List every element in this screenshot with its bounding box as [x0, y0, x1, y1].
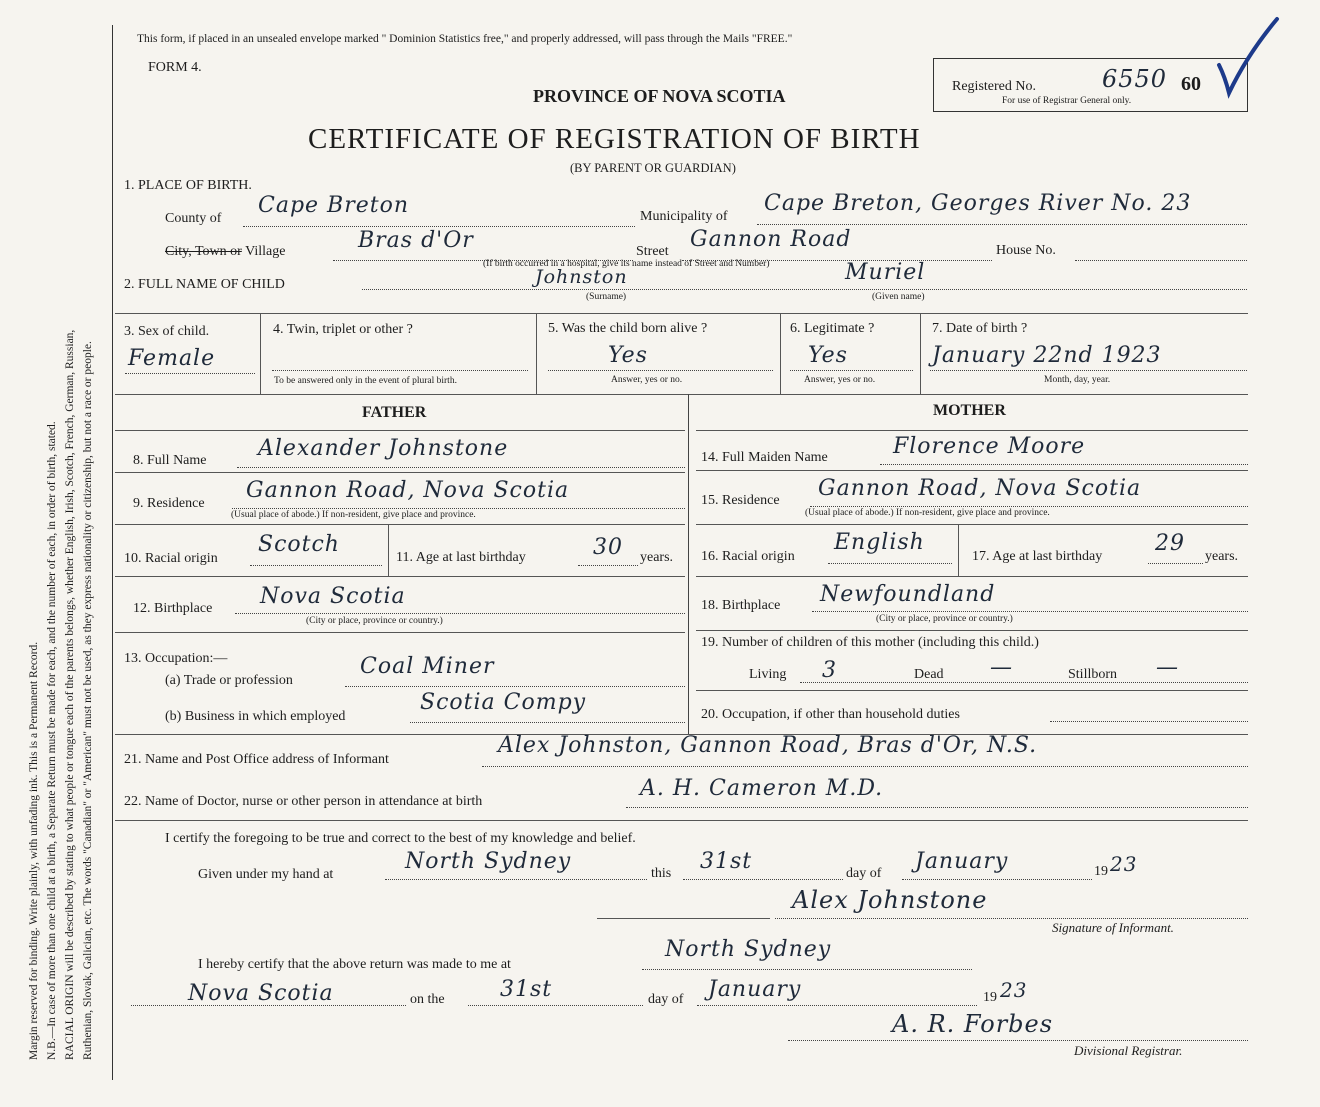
mother-birthplace-note: (City or place, province or country.)	[876, 614, 1013, 624]
father-residence-label: 9. Residence	[133, 496, 205, 511]
trade-value: Coal Miner	[360, 654, 495, 679]
reg-note: For use of Registrar General only.	[1002, 96, 1132, 106]
page-subtitle: (BY PARENT OR GUARDIAN)	[570, 161, 736, 175]
father-heading: FATHER	[362, 404, 427, 421]
dob-note: Month, day, year.	[1044, 375, 1111, 385]
this-label: this	[651, 866, 672, 881]
father-years: years.	[640, 550, 674, 565]
registrar-place2: Nova Scotia	[188, 981, 334, 1006]
informant-signature: Alex Johnstone	[792, 886, 988, 914]
mother-name-label: 14. Full Maiden Name	[701, 450, 828, 465]
checkmark-icon	[1215, 15, 1285, 100]
mother-residence-label: 15. Residence	[701, 493, 780, 508]
registrar-year: 23	[1000, 978, 1028, 1002]
reg-label: Registered No.	[952, 79, 1036, 94]
city-town-label	[165, 244, 285, 260]
father-age-value: 30	[593, 535, 623, 560]
mother-birthplace-label: 18. Birthplace	[701, 598, 781, 613]
father-residence-value: Gannon Road, Nova Scotia	[246, 478, 570, 503]
living-value: 3	[822, 658, 837, 683]
legit-label: 6. Legitimate ?	[790, 321, 875, 336]
mother-racial-label: 16. Racial origin	[701, 549, 795, 564]
dob-value: January 22nd 1923	[932, 343, 1162, 368]
certify-month: January	[915, 849, 1009, 874]
certify-text: I certify the foregoing to be true and correct to the best of my knowledge and belief.	[165, 831, 636, 846]
child-name-label: 2. FULL NAME OF CHILD	[124, 277, 285, 292]
margin-line-3: RACIAL ORIGIN will be described by stating to what people or tongue each of the parents belongs, whether English, Irish, Scotch, French, German, Russian,	[64, 329, 76, 1060]
registrar-month: January	[708, 977, 802, 1002]
registration-box	[933, 58, 1248, 112]
alive-label: 5. Was the child born alive ?	[548, 321, 708, 336]
father-name-value: Alexander Johnstone	[258, 436, 509, 461]
given-place: North Sydney	[405, 849, 572, 874]
municipality-value: Cape Breton, Georges River No. 23	[764, 191, 1192, 216]
day-of-label: day of	[846, 866, 882, 881]
dob-label: 7. Date of birth ?	[932, 321, 1028, 336]
legit-note: Answer, yes or no.	[804, 375, 876, 385]
alive-note: Answer, yes or no.	[611, 375, 683, 385]
reg-suffix: 60	[1181, 73, 1201, 95]
given-note: (Given name)	[872, 292, 925, 302]
mother-birthplace-value: Newfoundland	[820, 582, 996, 607]
registrar-signature: A. R. Forbes	[892, 1010, 1054, 1038]
doctor-label: 22. Name of Doctor, nurse or other person in attendance at birth	[124, 794, 483, 809]
village-value: Bras d'Or	[358, 228, 474, 253]
form-number: FORM 4.	[148, 60, 202, 75]
registrar-text: I hereby certify that the above return was made to me at	[198, 957, 511, 972]
child-given-name: Muriel	[845, 260, 926, 285]
business-value: Scotia Compy	[420, 690, 587, 715]
dead-label: Dead	[914, 667, 944, 682]
municipality-label: Municipality of	[640, 209, 728, 224]
mother-heading: MOTHER	[933, 402, 1006, 419]
trade-label: (a) Trade or profession	[165, 673, 293, 688]
alive-value: Yes	[608, 343, 648, 368]
mother-age-label: 17. Age at last birthday	[972, 549, 1103, 564]
street-value: Gannon Road	[690, 227, 852, 252]
father-residence-note: (Usual place of abode.) If non-resident, give place and province.	[231, 510, 476, 520]
signature-label: Signature of Informant.	[1052, 920, 1174, 935]
informant-label: 21. Name and Post Office address of Informant	[124, 752, 389, 767]
certify-day: 31st	[700, 849, 753, 874]
mother-name-value: Florence Moore	[893, 434, 1086, 459]
legit-value: Yes	[808, 343, 848, 368]
margin-line-2: N.B.—In case of more than one child at a birth, a Separate Return must be made for each, and the number of each, in order of birth, stated.	[46, 421, 58, 1060]
margin-rule	[112, 25, 113, 1080]
father-birthplace-label: 12. Birthplace	[133, 601, 213, 616]
given-label: Given under my hand at	[198, 867, 334, 882]
county-value: Cape Breton	[258, 193, 410, 218]
margin-notes	[0, 0, 110, 1107]
father-racial-label: 10. Racial origin	[124, 551, 218, 566]
doctor-value: A. H. Cameron M.D.	[640, 776, 884, 801]
stillborn-value: —	[1156, 655, 1179, 680]
place-heading: 1. PLACE OF BIRTH.	[124, 178, 252, 193]
province-heading: PROVINCE OF NOVA SCOTIA	[533, 86, 786, 106]
mother-age-value: 29	[1155, 531, 1185, 556]
mother-years: years.	[1205, 549, 1239, 564]
house-label: House No.	[996, 243, 1056, 258]
father-birthplace-note: (City or place, province or country.)	[306, 616, 443, 626]
twin-label: 4. Twin, triplet or other ?	[273, 322, 413, 337]
stillborn-label: Stillborn	[1068, 667, 1118, 682]
father-racial-value: Scotch	[258, 532, 340, 557]
registrar-place: North Sydney	[665, 937, 832, 962]
twin-note: To be answered only in the event of plural birth.	[274, 376, 457, 386]
sex-value: Female	[128, 346, 216, 371]
registrar-year-prefix: 19	[983, 990, 997, 1005]
sex-label: 3. Sex of child.	[124, 324, 210, 339]
on-the-label: on the	[410, 992, 445, 1007]
hospital-note: (If birth occurred in a hospital, give its name instead of Street and Number)	[483, 259, 770, 269]
margin-line-4: Ruthenian, Slovak, Galician, etc. The words "Canadian" or "American" must not be used, as they express nationality or citizenship, but not a race or people.	[82, 341, 94, 1060]
father-occupation-label: 13. Occupation:—	[124, 651, 228, 666]
margin-line-1: Margin reserved for binding. Write plainly, with unfading ink. This is a Permanent Record.	[28, 641, 40, 1060]
child-surname: Johnston	[535, 266, 628, 288]
registrar-day-of-label: day of	[648, 992, 684, 1007]
page-title: CERTIFICATE OF REGISTRATION OF BIRTH	[308, 123, 921, 155]
county-label: County of	[165, 211, 222, 226]
mother-residence-value: Gannon Road, Nova Scotia	[818, 476, 1142, 501]
father-name-label: 8. Full Name	[133, 453, 207, 468]
informant-value: Alex Johnston, Gannon Road, Bras d'Or, N.S.	[498, 733, 1038, 758]
children-label: 19. Number of children of this mother (including this child.)	[701, 635, 1039, 650]
living-label: Living	[749, 667, 787, 682]
dead-value: —	[990, 655, 1013, 680]
certify-year: 23	[1110, 852, 1138, 876]
registrar-day: 31st	[500, 977, 553, 1002]
mother-occupation-label: 20. Occupation, if other than household duties	[701, 707, 960, 722]
reg-number: 6550	[1102, 65, 1168, 93]
surname-note: (Surname)	[586, 292, 627, 302]
mother-racial-value: English	[834, 530, 925, 555]
city-town-struck: City, Town or	[165, 244, 242, 259]
year-prefix: 19	[1094, 864, 1108, 879]
business-label: (b) Business in which employed	[165, 709, 346, 724]
father-birthplace-value: Nova Scotia	[260, 584, 406, 609]
mother-residence-note: (Usual place of abode.) If non-resident, give place and province.	[805, 508, 1050, 518]
street-label: Street	[636, 244, 669, 259]
father-age-label: 11. Age at last birthday	[396, 550, 526, 565]
village-label: Village	[245, 244, 286, 259]
mailing-notice: This form, if placed in an unsealed envelope marked " Dominion Statistics free," and properly addressed, will pass through the Mails "FREE."	[137, 33, 793, 45]
registrar-label: Divisional Registrar.	[1074, 1043, 1183, 1058]
